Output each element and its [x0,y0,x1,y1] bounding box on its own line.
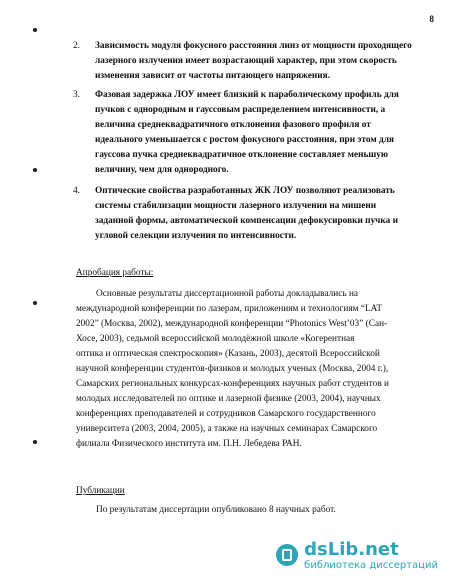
item-text [95,184,400,244]
text-line: системы стабилизации мощности лазерного излучения на мишени [95,201,377,211]
text-line: величину, чем для однородного. [95,165,229,175]
text-line: молодых исследователей по оптике и лазерной физике (2003, 2004), научных [76,394,381,404]
text-line: лазерного излучения имеет возрастающий характер, при этом скорость [95,56,397,66]
text-line: международной конференции по лазерам, приложениям и технологиям “LAT [76,304,382,314]
text-line: угловой селекции излучения по интенсивности. [95,231,297,241]
watermark-title: dsLib.net [304,539,399,560]
margin-dot [33,168,37,172]
text-line: филиала Физического института им. П.Н. Лебедева РАН. [76,439,302,449]
margin-dot [33,440,37,444]
text-line: Фазовая задержка ЛОУ имеет близкий к параболическому профиль для [95,90,399,100]
item-text [95,39,412,84]
text-line: Самарских региональных конкурсах-конференциях научных работ студентов и [76,379,390,389]
publications-paragraph [76,503,402,518]
text-line: Хосе, 2003), седьмой всероссийской молодёжной школе «Когерентная [76,334,355,344]
item-text [95,88,400,178]
text-line: Зависимость модуля фокусного расстояния линз от мощности проходящего [95,41,412,51]
text-line: научной конференции студентов-физиков и молодых ученых (Москва, 2004 г.), [76,364,389,374]
text-line: оптика и оптическая спектроскопия» (Казань, 2003), десятой Всероссийской [76,349,380,359]
page-number: 8 [429,14,434,24]
text-line: 2002” (Москва, 2002), международной конференции “Photonics West’03” (Сан- [76,319,388,329]
text-line: По результатам диссертации опубликовано 8 научных работ. [96,505,336,515]
item-number: 2. [73,41,80,51]
text-line: идеального уменьшается с ростом фокусного расстояния, при этом для [95,135,394,145]
dslib-watermark [304,540,438,572]
approbation-paragraph [76,287,402,452]
text-line: величина среднеквадратичного отклонения фазового профиля от [95,120,371,130]
text-line: университета (2003, 2004, 2005), а также на научных семинарах Самарского [76,424,378,434]
text-line: конференциях преподавателей и сотрудников Самарского государственного [76,409,376,419]
text-line: заданной формы, автоматической компенсации дефокусировки пучка и [95,216,398,226]
text-line: Основные результаты диссертационной работы докладывались на [96,289,359,299]
text-line: гауссова пучка среднеквадратичное отклонение составляет меньшую [95,150,388,160]
margin-dot [33,28,37,32]
item-number: 4. [73,186,80,196]
book-icon [276,544,298,566]
text-line: Оптические свойства разработанных ЖК ЛОУ позволяют реализовать [95,186,395,196]
watermark-subtitle: библиотека диссертаций [304,560,438,571]
approbation-heading: Апробация работы: [76,268,154,278]
text-line: пучков с однородным и гауссовым распределением интенсивности, а [95,105,386,115]
item-number: 3. [73,90,80,100]
margin-dot [33,301,37,305]
text-line: изменения зависит от частоты питающего напряжения. [95,71,330,81]
publications-heading: Публикации [76,486,125,496]
